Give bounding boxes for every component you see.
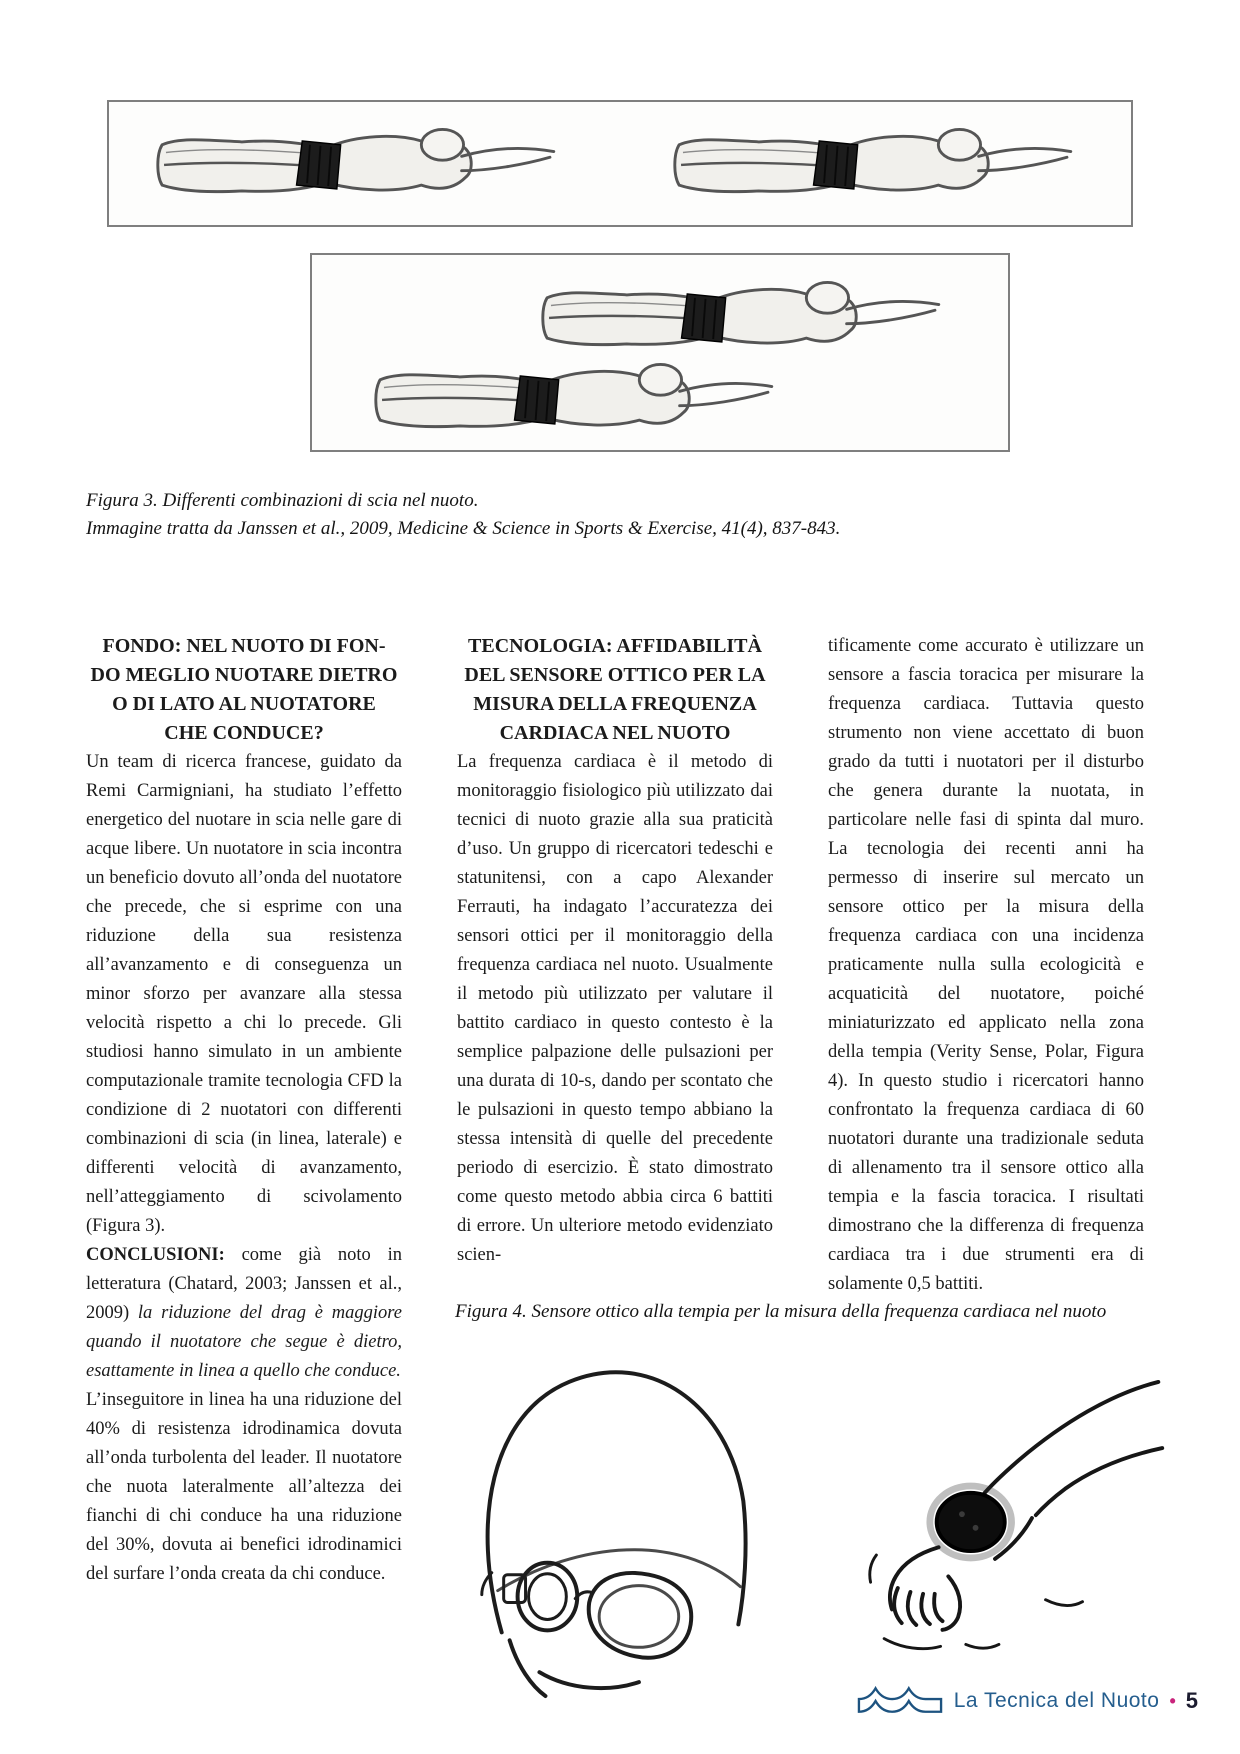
heading-line: CHE CONDUCE? [164, 722, 324, 744]
page-number: 5 [1185, 1688, 1198, 1713]
footer-separator-dot: • [1169, 1690, 1176, 1711]
figure3-caption-line1: Figura 3. Differenti combinazioni di scia nel nuoto. [86, 490, 479, 511]
figure4-caption: Figura 4. Sensore ottico alla tempia per la misura della frequenza cardiaca nel nuoto [455, 1301, 1107, 1322]
figure3-panel-top [107, 100, 1133, 227]
swimmer-drawing-icon [350, 351, 800, 447]
figure3-caption-line2: Immagine tratta da Janssen et al., 2009, Medicine & Science in Sports & Exercise, 41(4), 837-843. [86, 518, 841, 539]
swimmer-drawing-icon [654, 116, 1094, 212]
figure4-illustration [430, 1338, 1170, 1703]
article-column-3 [828, 632, 1144, 1299]
heading-line: DO MEGLIO NUOTARE DIETRO [90, 664, 398, 686]
wave-logo-icon [856, 1686, 944, 1716]
article1-paragraph-1: Un team di ricerca francese, guidato da Remi Carmigniani, ha studiato l’effetto energetico del nuotare in scia nelle gare di acque libere. Un nuotatore in scia incontra un beneficio dovuto all’onda del nuotatore che precede, che si esprime con una riduzione della sua resistenza all’avanzamento e di conseguenza un minor sforzo per avanzare alla stessa velocità rispetto a chi lo precede. Gli studiosi hanno simulato in un ambiente computazionale tramite tecnologia CFD la condizione di 2 nuotatori con differenti combinazioni di scia (in linea, laterale) e differenti velocità di avanzamento, nell’atteggiamento di scivolamento (Figura 3). [86, 752, 402, 1236]
conclusions-text: come già noto in letteratura (Chatard, 2003; Janssen et al., 2009) [86, 1245, 402, 1323]
page-footer [0, 1686, 1198, 1716]
wrist-sensor-icon [820, 1352, 1170, 1688]
article1-conclusions [86, 1241, 402, 1386]
heading-line: O DI LATO AL NUOTATORE [112, 693, 376, 715]
heading-line: TECNOLOGIA: AFFIDABILITÀ [468, 635, 762, 657]
heading-line: CARDIACA NEL NUOTO [499, 722, 731, 744]
article-column-2 [457, 632, 773, 1270]
article1-paragraph-2: L’inseguitore in linea ha una riduzione del 40% di resistenza idrodinamica dovuta all’onda turbolenta del leader. Il nuotatore che nuota lateralmente all’altezza dei fianchi di chi conduce ha una riduzione del 30%, dovuta ai benefici idrodinamici del surfare l’onda creata da chi conduce. [86, 1390, 402, 1584]
figure3-panel-bottom [310, 253, 1010, 452]
footer-brand-text: La Tecnica del Nuoto [953, 1689, 1160, 1712]
article2-heading [457, 632, 773, 748]
article2-paragraph-1: La frequenza cardiaca è il metodo di monitoraggio fisiologico più utilizzato dai tecnici di nuoto grazie alla sua praticità d’uso. Un gruppo di ricercatori tedeschi e statunitensi, con a capo Alexander Ferrauti, ha indagato l’accuratezza dei sensori ottici per il monitoraggio della frequenza cardiaca nel nuoto. Usualmente il metodo più utilizzato per valutare il battito cardiaco in questo contesto è la semplice palpazione delle pulsazioni per una durata di 10-s, dando per scontato che le pulsazioni in questo tempo abbiano la stessa intensità di quelle del precedente periodo di esercizio. È stato dimostrato come questo metodo abbia circa 6 battiti di errore. Un ulteriore metodo evidenziato scien- [457, 752, 773, 1265]
heading-line: DEL SENSORE OTTICO PER LA [464, 664, 766, 686]
article2-paragraph-2: tificamente come accurato è utilizzare un sensore a fascia toracica per misurare la frequenza cardiaca. Tuttavia questo strumento non viene accettato di buon grado da tutti i nuotatori per il disturbo che genera durante la nuotata, in particolare nelle fasi di spinta dal muro. La tecnologia dei recenti anni ha permesso di inserire sul mercato un sensore ottico per la misura della frequenza cardiaca con una incidenza praticamente nulla sulla ecologicità e acquaticità del nuotatore, poiché miniaturizzato ed applicato nella zona della tempia (Verity Sense, Polar, Figura 4). In questo studio i ricercatori hanno confrontato la frequenza cardiaca di 60 nuotatori durante una tradizionale seduta di allenamento tra il sensore ottico alla tempia e la fascia toracica. I risultati dimostrano che la differenza di frequenza cardiaca tra i due strumenti era di solamente 0,5 battiti. [828, 636, 1144, 1294]
figure3-caption [86, 487, 1046, 543]
heading-line: MISURA DELLA FREQUENZA [473, 693, 757, 715]
article1-heading [86, 632, 402, 748]
swimmer-drawing-icon [137, 116, 577, 212]
conclusions-label: CONCLUSIONI: [86, 1245, 225, 1265]
article-column-1 [86, 632, 402, 1589]
heading-line: FONDO: NEL NUOTO DI FON- [102, 635, 386, 657]
swim-cap-goggles-icon [440, 1342, 808, 1700]
conclusions-italic: la riduzione del drag è maggiore quando il nuotatore che segue è dietro, esattamente in linea a quello che conduce. [86, 1303, 402, 1381]
